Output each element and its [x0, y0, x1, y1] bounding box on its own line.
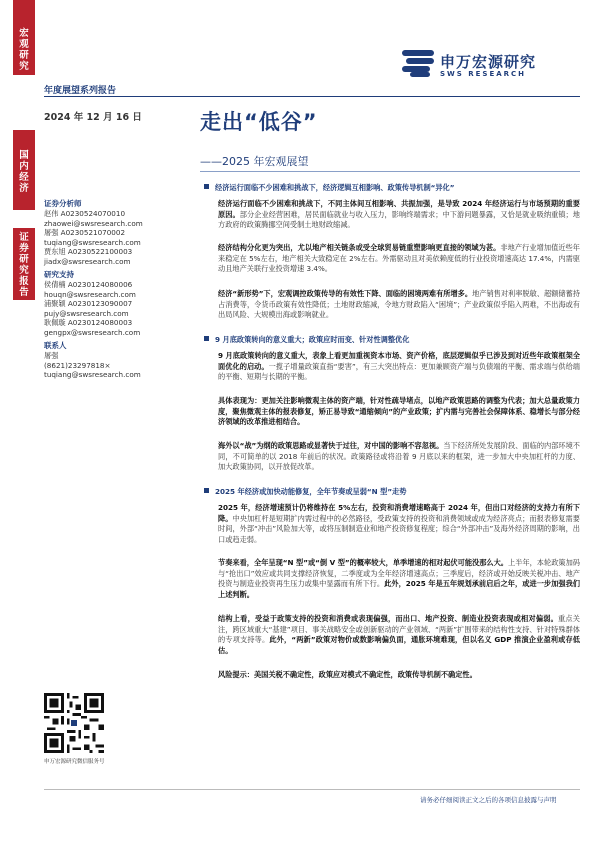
support-heading: 研究支持 — [44, 270, 74, 279]
paragraph-4: 9 月底政策转向的意义重大，表象上看更加重视资本市场、资产价格，底层逻辑似乎已涉及到对近些年政策框架全面优化的启动。一揽子增量政策直指“要害”，有三大突出特点：更加兼顾资产端与负债端的平衡、需求端与供给端的平衡、短期与长期的平衡。 — [218, 351, 580, 381]
sidebar — [44, 198, 194, 380]
analyst-email[interactable]: tuqiang@swsresearch.com — [44, 237, 141, 247]
section-heading-3: 2025 年经济或加快动能修复，全年节奏或呈弱“N 型”走势 — [204, 487, 406, 497]
contact-email[interactable]: tuqiang@swsresearch.com — [44, 370, 141, 379]
support-line: 侯倩楠 A0230124080006 — [44, 280, 133, 289]
section-heading-1: 经济运行面临不少困难和挑战下，经济逻辑互相影响、政策传导机制“异化” — [204, 183, 454, 193]
bullet-square-icon — [204, 336, 209, 341]
support-line: 浦聚颖 A0230123090007 — [44, 299, 133, 308]
analyst-email[interactable]: zhaowei@swsresearch.com — [44, 218, 143, 228]
bullet-square-icon — [204, 488, 209, 493]
contact-phone: (8621)23297818× — [44, 360, 111, 370]
qr-caption: 申万宏源研究微信服务号 — [44, 759, 105, 765]
paragraph-8: 节奏来看，全年呈现“N 型”或“倒 V 型”的概率较大，单季增速的相对起伏可能没那么大。上半年，本轮政策加码与“抢出口”效应或共同支撑经济恢复，二季度或为全年经济增速高点；三季度后，经济或开始反映关税冲击、地产投资与制造业投资再生压力或集中显露而有所下行。此外，2025 年是五年规划承前启后之年，或进一步加强我们上述判断。 — [218, 558, 580, 599]
sws-logo-icon — [402, 50, 434, 78]
analyst-line: 赵伟 A0230524070010 — [44, 209, 126, 218]
paragraph-7: 2025 年，经济增速预计仍将维持在 5%左右，投资和消费增速略高于 2024 年，但出口对经济的支持力有所下降。中央加杠杆是短期扩内需过程中的必然路径，受政策支持的投资和消费领域或成为经济亮点；而报表修复需要时间，外部“冲击”风险加大等，或将压制制造业和地产投资修复程度；综合“外部冲击”及海外经济周期的影响，出口或趋走弱。 — [218, 503, 580, 544]
strip-label-report: 证券研究报告 — [19, 232, 29, 298]
bullet-square-icon — [204, 184, 209, 189]
report-series: 年度展望系列报告 — [44, 86, 117, 96]
contact-name: 屠强 — [44, 351, 59, 360]
paragraph-6: 海外以“战”为纲的政策思路或显著快于过往，对中国的影响不容忽视。当下经济所处发展阶段、面临的内部环境不同，不可简单的以 2018 年前后的状况。政策路径或将沿着 9 月底以来的框架，进一步加大中央加杠杆的力度、加大政策协同，以开放促改革。 — [218, 441, 580, 471]
side-strip — [13, 0, 35, 841]
logo-text-en: SWS RESEARCH — [440, 70, 527, 78]
header-divider — [44, 96, 580, 97]
logo-text-cn: 申万宏源研究 — [440, 53, 537, 71]
paragraph-9: 结构上看，受益于政策支持的投资和消费或表现偏强，而出口、地产投资、制造业投资表现或相对偏弱。重点关注，跨区域重大“基建”项目、事关战略安全或创新驱动的产业领域、“两新”扩围带来的结构性支持、针对特殊群体的专项支持等。此外，“两新”政策对物价或数影响偏负面，通胀环境难现，但以名义 GDP 推演企业盈利或存低估。 — [218, 614, 580, 655]
risk-warning: 风险提示：美国关税不确定性，政策应对模式不确定性，政策传导机制不确定性。 — [218, 670, 477, 679]
analysts-heading: 证券分析师 — [44, 199, 82, 208]
paragraph-5: 具体表现为：更加关注影响微观主体的资产端，针对性疏导堵点，以地产政策思路的调整为代表；加大总量政策力度，聚焦微观主体的报表修复，矫正易导致“通缩倾向”的产业政策；扩内需与完善社会保障体系、稳增长与部分经济领域的改革推进相结合。 — [218, 396, 580, 426]
section-heading-2: 9 月底政策转向的意义重大；政策应时而变、针对性调整优化 — [204, 335, 409, 345]
report-title: 走出“低谷” — [200, 110, 318, 134]
disclaimer-footer: 请务必仔细阅读正文之后的各项信息披露与声明 — [420, 796, 557, 804]
support-email[interactable]: gengpx@swsresearch.com — [44, 327, 141, 337]
support-email[interactable]: pujy@swsresearch.com — [44, 308, 129, 318]
subtitle-divider — [200, 171, 580, 172]
support-line: 耿佩璇 A0230124080003 — [44, 318, 133, 327]
contact-heading: 联系人 — [44, 341, 67, 350]
qr-code-icon[interactable] — [44, 693, 104, 753]
strip-label-macro: 宏观研究 — [19, 28, 29, 72]
paragraph-3: 经济“新形势”下，宏观调控政策传导的有效性下降、面临的困境两难有所增多。地产销售对利率脱敏、超额储蓄持占消费等，令货币政策有效性降低；土地财政缩减，令地方财政陷入“困境”；产业政策似乎陷入两难，不出海或有出局风险、大规模出海或影响就业。 — [218, 289, 580, 319]
paragraph-2: 经济结构分化更为突出，尤以地产相关链条或受全球贸易链重塑影响更直接的领域为甚。非地产行业增加值近些年来稳定在 5%左右，地产相关大致稳定在 2%左右。外需驱动且对美依赖度低的行业投资增速高达 17.4%，内需驱动且地产关联行业投资增速 3.4%。 — [218, 243, 580, 273]
footer-divider — [44, 789, 580, 790]
analyst-line: 贾东旭 A0230522100003 — [44, 247, 133, 256]
paragraph-1: 经济运行面临不少困难和挑战下，不同主体间互相影响、共振加强，是导致 2024 年经济运行与市场预期的重要原因。部分企业经营困难，居民面临就业与收入压力，影响终端需求；中下游问题暴露，又恰是就业吸纳重镇；地方政府的政策腾挪空间受制土地财政缩减。 — [218, 199, 580, 229]
support-email[interactable]: houqn@swsresearch.com — [44, 289, 136, 299]
analyst-email[interactable]: jiadx@swsresearch.com — [44, 256, 131, 266]
analyst-line: 屠强 A0230521070002 — [44, 228, 126, 237]
report-subtitle: ——2025 年宏观展望 — [200, 155, 309, 168]
report-date: 2024 年 12 月 16 日 — [44, 112, 142, 123]
strip-label-domestic: 国内经济 — [19, 150, 29, 194]
